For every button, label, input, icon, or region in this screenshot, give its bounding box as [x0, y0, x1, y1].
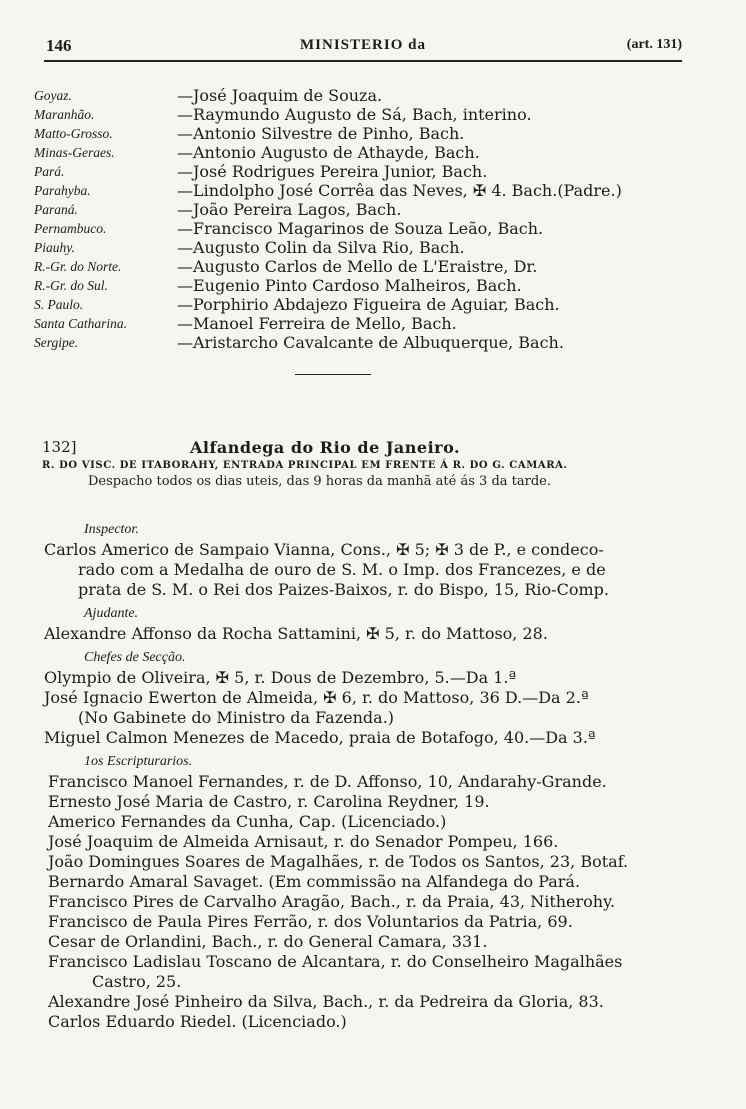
staff-entry-continuation: Castro, 25.: [92, 972, 182, 991]
staff-entry: Francisco Pires de Carvalho Aragão, Bach., r. da Praia, 43, Nitherohy.: [48, 892, 616, 911]
staff-entry: Francisco de Paula Pires Ferrão, r. dos Voluntarios da Patria, 69.: [48, 912, 573, 931]
province-name: Goyaz.: [34, 88, 72, 103]
list-item: [34, 124, 714, 143]
section-title: Alfandega do Rio de Janeiro.: [190, 438, 461, 457]
official-name: —Aristarcho Cavalcante de Albuquerque, Bach.: [177, 333, 564, 352]
section-address: R. DO VISC. DE ITABORAHY, ENTRADA PRINCIPAL EM FRENTE Á R. DO G. CAMARA.: [42, 460, 568, 471]
article-reference: (art. 131): [626, 37, 682, 52]
list-item: [34, 181, 714, 200]
official-name: —Porphirio Abdajezo Figueira de Aguiar, Bach.: [177, 295, 560, 314]
staff-entry: Carlos Americo de Sampaio Vianna, Cons., ✠ 5; ✠ 3 de P., e condeco-: [44, 540, 604, 559]
province-name: Santa Catharina.: [34, 316, 128, 331]
list-item: [34, 143, 714, 162]
province-name: S. Paulo.: [34, 297, 84, 312]
official-name: —Manoel Ferreira de Mello, Bach.: [177, 314, 457, 333]
province-name: Paraná.: [34, 202, 78, 217]
category-inspector: Inspector.: [84, 522, 139, 537]
section-divider: [295, 374, 371, 375]
province-name: Pernambuco.: [34, 221, 107, 236]
list-item: [34, 276, 714, 295]
staff-entry-continuation: rado com a Medalha de ouro de S. M. o Imp. dos Francezes, e de: [78, 560, 606, 579]
province-name: Parahyba.: [34, 183, 91, 198]
staff-entry: Miguel Calmon Menezes de Macedo, praia de Botafogo, 40.—Da 3.ª: [44, 728, 596, 747]
province-name: R.-Gr. do Sul.: [34, 278, 108, 293]
list-item: [34, 295, 714, 314]
official-name: —Augusto Carlos de Mello de L'Eraistre, Dr.: [177, 257, 538, 276]
staff-entry-continuation: prata de S. M. o Rei dos Paizes-Baixos, r. do Bispo, 15, Rio-Comp.: [78, 580, 609, 599]
running-title: MINISTERIO da: [300, 37, 426, 53]
province-name: R.-Gr. do Norte.: [34, 259, 122, 274]
official-name: —Augusto Colin da Silva Rio, Bach.: [177, 238, 465, 257]
official-name: —Francisco Magarinos de Souza Leão, Bach.: [177, 219, 544, 238]
province-name: Piauhy.: [34, 240, 75, 255]
list-item: [34, 162, 714, 181]
category-escripturarios: 1os Escripturarios.: [84, 754, 193, 769]
province-name: Sergipe.: [34, 335, 79, 350]
staff-entry: Cesar de Orlandini, Bach., r. do General Camara, 331.: [48, 932, 488, 951]
official-name: —Antonio Silvestre de Pinho, Bach.: [177, 124, 465, 143]
dispatch-hours: Despacho todos os dias uteis, das 9 horas da manhã até ás 3 da tarde.: [88, 474, 551, 489]
province-list: [34, 86, 714, 352]
list-item: [34, 86, 714, 105]
official-name: —João Pereira Lagos, Bach.: [177, 200, 402, 219]
staff-entry: José Joaquim de Almeida Arnisaut, r. do Senador Pompeu, 166.: [48, 832, 559, 851]
official-name: —Eugenio Pinto Cardoso Malheiros, Bach.: [177, 276, 522, 295]
official-name: —Raymundo Augusto de Sá, Bach, interino.: [177, 105, 532, 124]
section-number: 132]: [42, 438, 77, 456]
province-name: Minas-Geraes.: [34, 145, 115, 160]
list-item: [34, 105, 714, 124]
official-name: —Lindolpho José Corrêa das Neves, ✠ 4. Bach.(Padre.): [177, 181, 622, 200]
list-item: [34, 200, 714, 219]
official-name: —Antonio Augusto de Athayde, Bach.: [177, 143, 480, 162]
staff-entry: Carlos Eduardo Riedel. (Licenciado.): [48, 1012, 347, 1031]
staff-entry: Americo Fernandes da Cunha, Cap. (Licenciado.): [48, 812, 447, 831]
province-name: Matto-Grosso.: [34, 126, 113, 141]
staff-entry: Ernesto José Maria de Castro, r. Carolina Reydner, 19.: [48, 792, 490, 811]
list-item: [34, 333, 714, 352]
staff-entry: Francisco Ladislau Toscano de Alcantara, r. do Conselheiro Magalhães: [48, 952, 623, 971]
page-number: 146: [46, 36, 72, 55]
staff-entry: Alexandre Affonso da Rocha Sattamini, ✠ 5, r. do Mattoso, 28.: [44, 624, 548, 643]
staff-entry: Francisco Manoel Fernandes, r. de D. Affonso, 10, Andarahy-Grande.: [48, 772, 607, 791]
category-ajudante: Ajudante.: [84, 606, 139, 621]
category-chefes: Chefes de Secção.: [84, 650, 186, 665]
running-header: [44, 34, 682, 60]
province-name: Maranhão.: [34, 107, 95, 122]
header-rule: [44, 60, 682, 62]
staff-entry: Bernardo Amaral Savaget. (Em commissão na Alfandega do Pará.: [48, 872, 581, 891]
list-item: [34, 314, 714, 333]
staff-entry-continuation: (No Gabinete do Ministro da Fazenda.): [78, 708, 395, 727]
staff-entry: Alexandre José Pinheiro da Silva, Bach., r. da Pedreira da Gloria, 83.: [48, 992, 604, 1011]
list-item: [34, 238, 714, 257]
province-name: Pará.: [34, 164, 65, 179]
official-name: —José Joaquim de Souza.: [177, 86, 383, 105]
staff-entry: João Domingues Soares de Magalhães, r. de Todos os Santos, 23, Botaf.: [48, 852, 629, 871]
staff-listing: [44, 520, 704, 1032]
staff-entry: Olympio de Oliveira, ✠ 5, r. Dous de Dezembro, 5.—Da 1.ª: [44, 668, 517, 687]
official-name: —José Rodrigues Pereira Junior, Bach.: [177, 162, 488, 181]
list-item: [34, 219, 714, 238]
list-item: [34, 257, 714, 276]
staff-entry: José Ignacio Ewerton de Almeida, ✠ 6, r. do Mattoso, 36 D.—Da 2.ª: [44, 688, 589, 707]
section-heading: [42, 438, 702, 458]
